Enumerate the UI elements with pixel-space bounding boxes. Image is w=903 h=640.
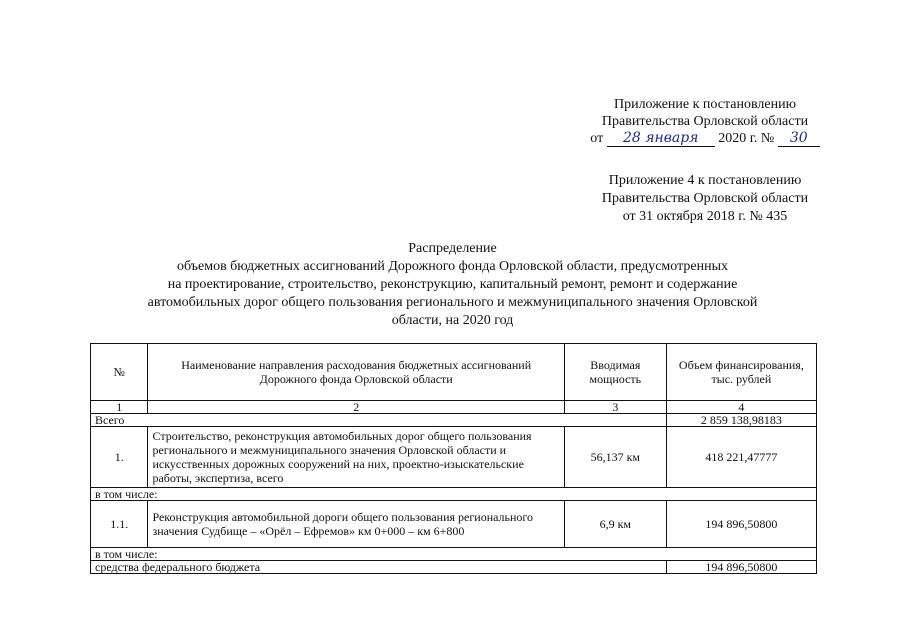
federal-value: 194 896,50800: [666, 561, 816, 574]
appendix-line-2: Правительства Орловской области: [601, 114, 809, 129]
column-number-row: [91, 401, 817, 414]
header-capacity: Вводимая мощность: [564, 344, 666, 401]
table-header-row: [91, 344, 817, 401]
appendix-old-line-1: Приложение 4 к постановлению: [608, 173, 802, 188]
handwritten-number: 30: [778, 130, 820, 147]
column-number-3: 3: [564, 401, 666, 414]
row2-number: 1.1.: [91, 501, 148, 548]
title-line-1: Распределение: [408, 241, 497, 256]
including-row: [91, 488, 817, 501]
budget-table: [90, 343, 817, 574]
federal-label: средства федерального бюджета: [91, 561, 667, 574]
year-and-number-label: 2020 г. №: [718, 131, 775, 146]
total-value: 2 859 138,98183: [666, 414, 816, 427]
title-line-2: объемов бюджетных ассигнований Дорожного фонда Орловской области, предусмотренных: [176, 259, 729, 274]
federal-row: [91, 561, 817, 574]
appendix-date-row: [560, 130, 850, 147]
column-number-1: 1: [91, 401, 148, 414]
appendix-line-1: Приложение к постановлению: [613, 97, 797, 112]
date-prefix: от: [590, 131, 604, 146]
title-line-4: автомобильных дорог общего пользования регионального и межмуниципального значения Орловской: [147, 295, 758, 310]
appendix-new-header: [560, 96, 850, 147]
column-number-2: 2: [148, 401, 564, 414]
column-number-4: 4: [666, 401, 816, 414]
title-line-3: на проектирование, строительство, реконструкцию, капитальный ремонт, ремонт и содержание: [167, 277, 738, 292]
row1-number: 1.: [91, 427, 148, 488]
table-row: [91, 501, 817, 548]
row2-amount: 194 896,50800: [666, 501, 816, 548]
table-row: [91, 427, 817, 488]
appendix-old-line-3: от 31 октября 2018 г. № 435: [622, 209, 788, 224]
including-label-2: в том числе:: [91, 548, 817, 561]
row1-amount: 418 221,47777: [666, 427, 816, 488]
row1-capacity: 56,137 км: [564, 427, 666, 488]
title-line-5: области, на 2020 год: [391, 313, 514, 328]
header-amount: Объем финансирования, тыс. рублей: [666, 344, 816, 401]
including-row: [91, 548, 817, 561]
total-row: [91, 414, 817, 427]
row1-name: Строительство, реконструкция автомобильных дорог общего пользования регионального и межмуниципального значения Орловской области и искусственных дорожных сооружений на них, проектно-изыскательские работы, экспертиза, всего: [148, 427, 564, 488]
including-label-1: в том числе:: [91, 488, 817, 501]
appendix-old-line-2: Правительства Орловской области: [601, 191, 809, 206]
appendix-old-header: [560, 172, 850, 226]
row2-capacity: 6,9 км: [564, 501, 666, 548]
total-label: Всего: [91, 414, 667, 427]
header-number: №: [91, 344, 148, 401]
document-title: [100, 240, 805, 330]
handwritten-date: 28 января: [607, 130, 715, 147]
header-name: Наименование направления расходования бюджетных ассигнований Дорожного фонда Орловской области: [148, 344, 564, 401]
row2-name: Реконструкция автомобильной дороги общего пользования регионального значения Судбище – «Орёл – Ефремов» км 0+000 – км 6+800: [148, 501, 564, 548]
